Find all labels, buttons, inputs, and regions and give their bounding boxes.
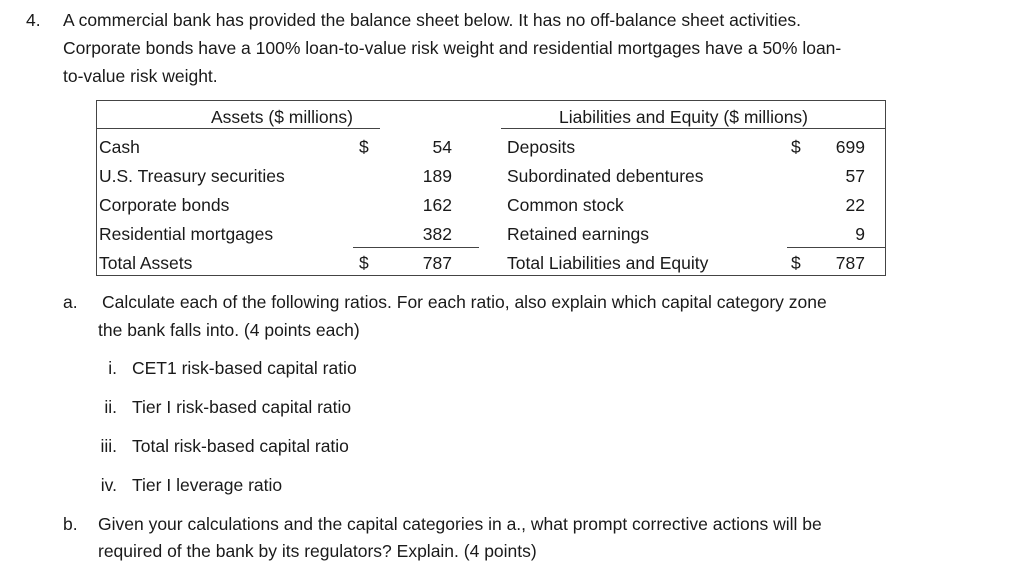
- liability-label: Subordinated debentures: [507, 166, 704, 186]
- asset-label: U.S. Treasury securities: [99, 166, 285, 186]
- asset-label: Corporate bonds: [99, 195, 230, 215]
- liability-total-value: 787: [835, 253, 865, 273]
- asset-value: 54: [432, 137, 452, 157]
- asset-value: 382: [422, 224, 452, 244]
- ratio-item-text: Tier I risk-based capital ratio: [132, 397, 352, 417]
- liability-value: 699: [835, 137, 865, 157]
- question-intro-line-3: to-value risk weight.: [63, 66, 218, 86]
- ratio-item-number: i.: [108, 358, 117, 378]
- ratio-item-number: iii.: [100, 436, 117, 456]
- liability-label: Deposits: [507, 137, 576, 157]
- asset-label: Residential mortgages: [99, 224, 274, 244]
- liability-value: 22: [845, 195, 865, 215]
- part-a-text-line-1: Calculate each of the following ratios. For each ratio, also explain which capital category zone: [102, 292, 827, 312]
- assets-total-rule: [353, 247, 479, 248]
- asset-label: Cash: [99, 137, 140, 157]
- question-intro-line-2: Corporate bonds have a 100% loan-to-value risk weight and residential mortgages have a 50% loan-: [63, 38, 842, 58]
- asset-currency: $: [359, 137, 369, 157]
- question-intro-line-1: A commercial bank has provided the balance sheet below. It has no off-balance sheet activities.: [63, 10, 802, 30]
- asset-total-value: 787: [422, 253, 452, 273]
- liability-total-label: Total Liabilities and Equity: [507, 253, 709, 273]
- liability-value: 9: [855, 224, 865, 244]
- question-number: 4.: [26, 10, 41, 30]
- assets-header-underline: [97, 128, 380, 129]
- liabilities-header: Liabilities and Equity ($ millions): [559, 107, 808, 127]
- assets-header: Assets ($ millions): [211, 107, 353, 127]
- asset-total-label: Total Assets: [99, 253, 193, 273]
- liability-label: Retained earnings: [507, 224, 650, 244]
- balance-sheet-table: [96, 100, 886, 276]
- ratio-item-text: CET1 risk-based capital ratio: [132, 358, 357, 378]
- asset-total-currency: $: [359, 253, 369, 273]
- asset-value: 189: [422, 166, 452, 186]
- ratio-item-text: Total risk-based capital ratio: [132, 436, 349, 456]
- part-a-label: a.: [63, 292, 78, 312]
- asset-value: 162: [422, 195, 452, 215]
- liability-value: 57: [845, 166, 865, 186]
- part-b-text-line-1: Given your calculations and the capital categories in a., what prompt corrective actions will be: [98, 514, 822, 534]
- liabilities-total-rule: [787, 247, 885, 248]
- liability-currency: $: [791, 137, 801, 157]
- liability-total-currency: $: [791, 253, 801, 273]
- part-a-text-line-2: the bank falls into. (4 points each): [98, 320, 360, 340]
- ratio-item-text: Tier I leverage ratio: [132, 475, 283, 495]
- liability-label: Common stock: [507, 195, 624, 215]
- part-b-label: b.: [63, 514, 78, 534]
- part-b-text-line-2: required of the bank by its regulators? Explain. (4 points): [98, 541, 537, 561]
- ratio-item-number: ii.: [104, 397, 117, 417]
- ratio-item-number: iv.: [100, 475, 117, 495]
- liabilities-header-underline: [501, 128, 885, 129]
